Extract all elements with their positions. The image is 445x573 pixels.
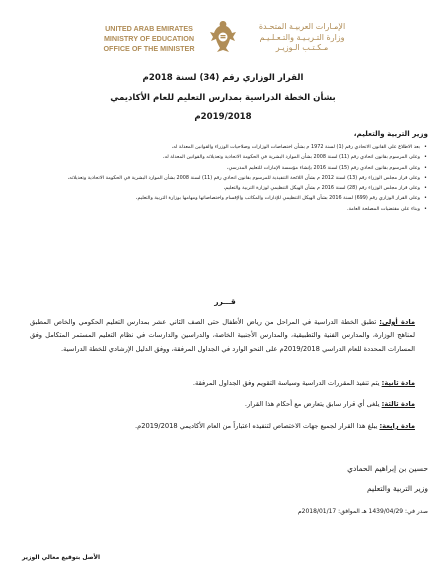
header-en-line-1: UNITED ARAB EMIRATES xyxy=(105,24,193,33)
header-en-line-3: OFFICE OF THE MINISTER xyxy=(103,44,195,53)
minister-name: حسين بن إبراهيم الحمادي xyxy=(347,464,428,473)
article-2-text: يتم تنفيذ المقررات الدراسية وسياسة التقويم وفق الجداول المرفقة. xyxy=(192,379,380,387)
article-1 xyxy=(30,316,415,356)
article-2 xyxy=(30,377,415,390)
decree-title-line-2: بشأن الخطة الدراسية بمدارس التعليم للعام الأكاديمي xyxy=(110,93,336,103)
article-2-label: مادة ثانية: xyxy=(381,379,415,387)
preamble-item: • بعد الاطلاع على القانون الاتحادي رقم (1) لسنة 1972 م بشأن اختصاصات الوزارات وصلاحيات الوزراء والقوانين المعدلة له، xyxy=(25,142,427,152)
preamble-list xyxy=(25,142,427,214)
decree-title-line-1: القرار الوزاري رقم (34) لسنة 2018م xyxy=(142,73,304,83)
footer-note: الأصل بتوقيع معالي الوزير xyxy=(22,554,101,561)
article-4-label: مادة رابعة: xyxy=(379,422,415,430)
decree-title-line-3: 2019/2018م xyxy=(194,112,252,122)
article-4-text: يبلغ هذا القرار لجميع جهات الاختصاص لتنفيذه اعتباراً من العام الأكاديمي 2019/2018م. xyxy=(135,422,378,430)
issue-date: صدر في: 1439/04/29 هـ الموافق: 2018/01/17م xyxy=(297,508,428,515)
preamble-item: • وعلى المرسوم بقانون اتحادي رقم (11) لسنة 2008 بشأن الموارد البشرية في الحكومة الاتحادية وتعديلاته والقوانين المعدلة له، xyxy=(25,152,427,162)
article-4 xyxy=(30,420,415,433)
article-1-text: تطبق الخطة الدراسية في المراحل من رياض الأطفال حتى الصف الثاني عشر بمدارس التعليم الحكومي والخاص المطبق لمناهج الوزارة، والمدارس الفنية والتطبيقية، والمدارس الأجنبية الخاصة، والدراسين والدارسات في نظام التعليم المستمر المتكامل وفق المسارات المحددة للعام الدراسي 2019/2018م على النحو الوارد في الجداول المرفقة، ووفق الدليل الإرشادي للخطة الدراسية. xyxy=(30,318,415,353)
article-3-text: يلغى أي قرار سابق يتعارض مع أحكام هذا القرار. xyxy=(244,400,380,408)
preamble-item: • وعلى القرار الوزاري رقم (699) لسنة 2016 بشأن الهيكل التنظيمي للإدارات والمكاتب والإقسام واختصاصاتها ومهامها بوزارة التربية والتعليم، xyxy=(25,193,427,203)
header-ar-line-3: مـكـتـب الـوزيـر xyxy=(275,43,329,52)
header-en-line-2: MINISTRY OF EDUCATION xyxy=(103,34,195,43)
decision-word: قـــرر xyxy=(214,297,236,306)
header-ar-line-2: وزارة التـربـيـة والتـعـلـيـم xyxy=(259,32,345,42)
preamble-item: • وعلى قرار مجلس الوزراء رقم (13) لسنة 2012 م بشأن اللائحة التنفيذية للمرسوم بقانون اتحادي رقم (11) لسنة 2008 بشأن الموارد البشرية في الحكومة الاتحادية وتعديلاته، xyxy=(25,173,427,183)
header-english xyxy=(86,24,212,54)
intro-heading: وزير التربية والتعليم، xyxy=(353,129,428,138)
preamble-item: • وعلى المرسوم بقانون اتحادي رقم (15) لسنة 2016 بإنشاء مؤسسة الإمارات للتعليم المدرسي، xyxy=(25,163,427,173)
article-1-label: مادة أولى: xyxy=(379,318,415,326)
header-ar-line-1: الإمـارات العربيـة المتحـدة xyxy=(258,22,346,31)
uae-emblem-icon xyxy=(209,19,237,55)
preamble-item: • وعلى قرار مجلس الوزراء رقم (28) لسنة 2016 م بشأن الهيكل التنظيمي لوزارة التربية والتعليم، xyxy=(25,183,427,193)
header-arabic xyxy=(236,22,368,54)
article-3-label: مادة ثالثة: xyxy=(381,400,415,408)
minister-position: وزير التربية والتعليم xyxy=(367,484,428,493)
article-3 xyxy=(30,398,415,411)
preamble-item: • وبناء على مقتضيات المصلحة العامة. xyxy=(25,204,427,214)
